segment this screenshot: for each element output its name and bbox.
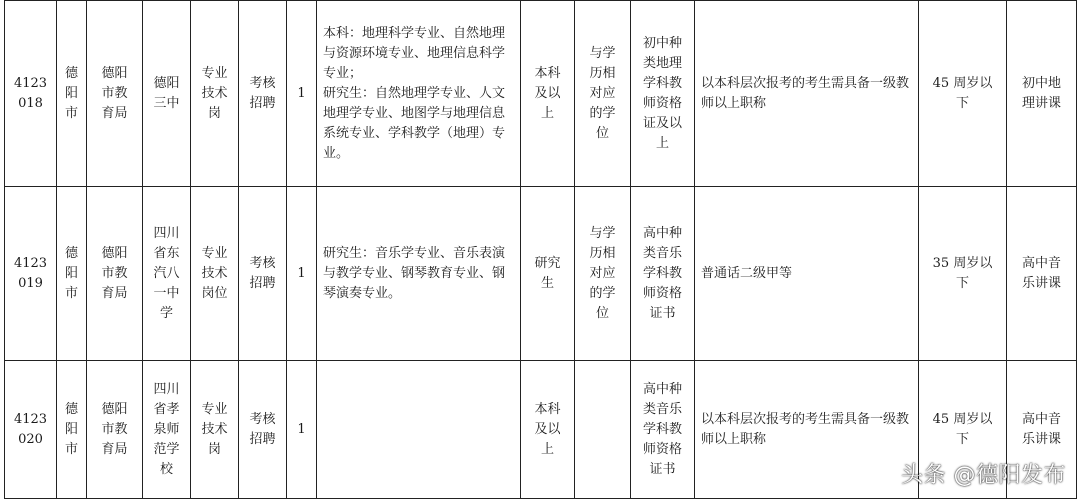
city-cell: 德 阳 市	[57, 361, 87, 499]
major-cell: 本科：地理科学专业、自然地理与资源环境专业、地理信息科学专业； 研究生：自然地理学专业、人文地理学专业、地图学与地理信息系统专业、学科教学（地理）专业。	[317, 1, 521, 187]
remark-cell: 高中音 乐讲课	[1007, 361, 1077, 499]
count-cell: 1	[287, 361, 317, 499]
degree-cell: 与学 历相 对应 的学 位	[575, 1, 631, 187]
other-requirements-cell: 以本科层次报考的考生需具备一级教师以上职称	[695, 1, 919, 187]
city-cell: 德 阳 市	[57, 1, 87, 187]
unit-cell: 四川 省孝 泉师 范学 校	[143, 361, 191, 499]
other-requirements-cell: 普通话二级甲等	[695, 187, 919, 361]
remark-cell: 初中地 理讲课	[1007, 1, 1077, 187]
method-cell: 考核 招聘	[239, 1, 287, 187]
major-cell	[317, 361, 521, 499]
certificate-cell: 高中种 类音乐 学科教 师资格 证书	[631, 361, 695, 499]
remark-cell: 高中音 乐讲课	[1007, 187, 1077, 361]
count-cell: 1	[287, 187, 317, 361]
age-cell: 45 周岁以 下	[919, 361, 1007, 499]
city-cell: 德 阳 市	[57, 187, 87, 361]
post-type-cell: 专业 技术 岗	[191, 1, 239, 187]
post-type-cell: 专业 技术 岗位	[191, 187, 239, 361]
post-type-cell: 专业 技术 岗	[191, 361, 239, 499]
position-code: 4123 019	[5, 187, 57, 361]
department-cell: 德阳 市教 育局	[87, 187, 143, 361]
education-cell: 本科 及以 上	[521, 361, 575, 499]
age-cell: 45 周岁以 下	[919, 1, 1007, 187]
education-cell: 本科 及以 上	[521, 1, 575, 187]
recruitment-table	[4, 0, 1077, 499]
certificate-cell: 初中种 类地理 学科教 师资格 证及以 上	[631, 1, 695, 187]
table-row	[5, 187, 1077, 361]
method-cell: 考核 招聘	[239, 361, 287, 499]
source-watermark: 头条 @德阳发布	[901, 463, 1066, 488]
department-cell: 德阳 市教 育局	[87, 361, 143, 499]
table-row	[5, 1, 1077, 187]
position-code: 4123 020	[5, 361, 57, 499]
method-cell: 考核 招聘	[239, 187, 287, 361]
other-requirements-cell: 以本科层次报考的考生需具备一级教师以上职称	[695, 361, 919, 499]
education-cell: 研究 生	[521, 187, 575, 361]
department-cell: 德阳 市教 育局	[87, 1, 143, 187]
major-cell: 研究生：音乐学专业、音乐表演与教学专业、钢琴教育专业、钢琴演奏专业。	[317, 187, 521, 361]
age-cell: 35 周岁以 下	[919, 187, 1007, 361]
degree-cell	[575, 361, 631, 499]
certificate-cell: 高中种 类音乐 学科教 师资格 证书	[631, 187, 695, 361]
position-code: 4123 018	[5, 1, 57, 187]
unit-cell: 四川 省东 汽八 一中 学	[143, 187, 191, 361]
count-cell: 1	[287, 1, 317, 187]
degree-cell: 与学 历相 对应 的学 位	[575, 187, 631, 361]
unit-cell: 德阳 三中	[143, 1, 191, 187]
